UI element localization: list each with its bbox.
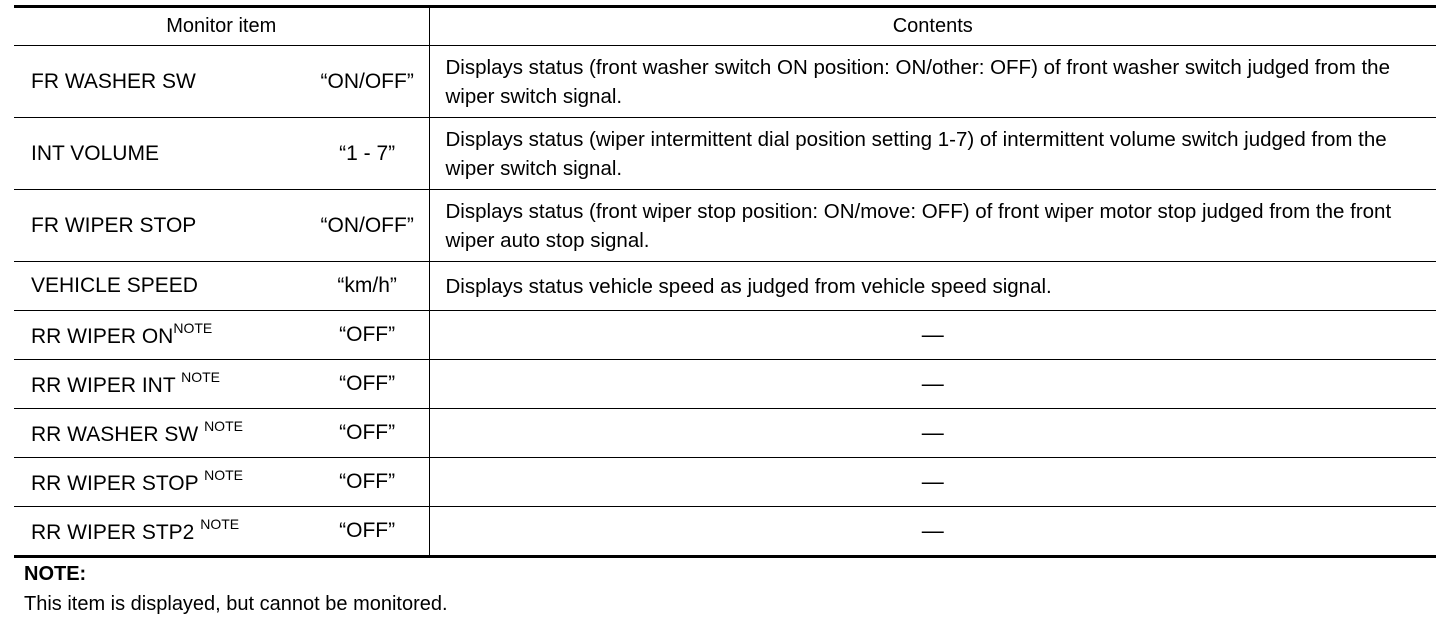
note-text: This item is displayed, but cannot be monitored. xyxy=(24,593,448,615)
monitor-item-cell xyxy=(14,458,429,507)
monitor-item-name: VEHICLE SPEED xyxy=(31,274,198,297)
monitor-item-value: “OFF” xyxy=(339,421,396,444)
monitor-item-name: FR WIPER STOP xyxy=(31,213,197,237)
note-superscript: NOTE xyxy=(204,417,243,434)
contents-cell: — xyxy=(429,507,1436,557)
table-row xyxy=(14,46,1436,118)
monitor-item-value: “OFF” xyxy=(339,323,396,346)
table-row xyxy=(14,118,1436,190)
monitor-item-cell xyxy=(14,190,429,262)
contents-cell: Displays status (wiper intermittent dial position setting 1-7) of intermittent volume switch judged from the wiper switch signal. xyxy=(429,118,1436,190)
contents-cell: — xyxy=(429,409,1436,458)
table-row xyxy=(14,262,1436,311)
note-superscript: NOTE xyxy=(173,319,213,336)
note-superscript: NOTE xyxy=(204,466,243,483)
contents-cell: — xyxy=(429,360,1436,409)
table-header-row xyxy=(14,7,1436,46)
contents-cell: — xyxy=(429,311,1436,360)
monitor-item-name: INT VOLUME xyxy=(31,141,159,165)
monitor-item-cell xyxy=(14,409,429,458)
monitor-item-name: RR WIPER STOP $^{NOTE}$ xyxy=(31,466,243,495)
monitor-item-name: FR WASHER SW xyxy=(31,69,196,93)
monitor-item-cell xyxy=(14,118,429,190)
monitor-item-value: “OFF” xyxy=(339,519,396,542)
monitor-table-wrapper xyxy=(14,5,1436,558)
monitor-item-value: “1 - 7” xyxy=(339,141,396,165)
table-row xyxy=(14,458,1436,507)
monitor-item-name: RR WASHER SW $^{NOTE}$ xyxy=(31,417,243,446)
contents-cell: — xyxy=(429,458,1436,507)
table-row xyxy=(14,409,1436,458)
monitor-item-cell xyxy=(14,46,429,118)
table-row xyxy=(14,311,1436,360)
monitor-item-name: RR WIPER $ON^{NOTE}$ xyxy=(31,319,213,348)
contents-cell: Displays status (front wiper stop position: ON/move: OFF) of front wiper motor stop judged from the front wiper auto stop signal. xyxy=(429,190,1436,262)
monitor-item-cell xyxy=(14,311,429,360)
monitor-item-value: “ON/OFF” xyxy=(320,69,414,93)
table-row xyxy=(14,360,1436,409)
note-block xyxy=(24,561,448,621)
monitor-item-value: “OFF” xyxy=(339,372,396,395)
monitor-item-cell xyxy=(14,507,429,557)
table-row xyxy=(14,507,1436,557)
monitor-item-cell xyxy=(14,262,429,311)
monitor-item-value: “km/h” xyxy=(337,274,397,297)
header-monitor-item: Monitor item xyxy=(14,7,429,46)
monitor-item-cell xyxy=(14,360,429,409)
table-row xyxy=(14,190,1436,262)
note-title: NOTE: xyxy=(24,563,87,585)
monitor-item-value: “OFF” xyxy=(339,470,396,493)
monitor-item-name: RR WIPER INT $^{NOTE}$ xyxy=(31,368,221,397)
contents-cell: Displays status vehicle speed as judged from vehicle speed signal. xyxy=(429,262,1436,311)
note-superscript: NOTE xyxy=(200,515,240,532)
contents-cell: Displays status (front washer switch ON position: ON/other: OFF) of front washer switch judged from the wiper switch signal. xyxy=(429,46,1436,118)
monitor-item-name: RR WIPER STP2 $^{NOTE}$ xyxy=(31,515,240,544)
header-contents: Contents xyxy=(429,7,1436,46)
monitor-item-table xyxy=(14,5,1436,558)
monitor-item-value: “ON/OFF” xyxy=(320,213,414,237)
note-superscript: NOTE xyxy=(181,368,221,385)
